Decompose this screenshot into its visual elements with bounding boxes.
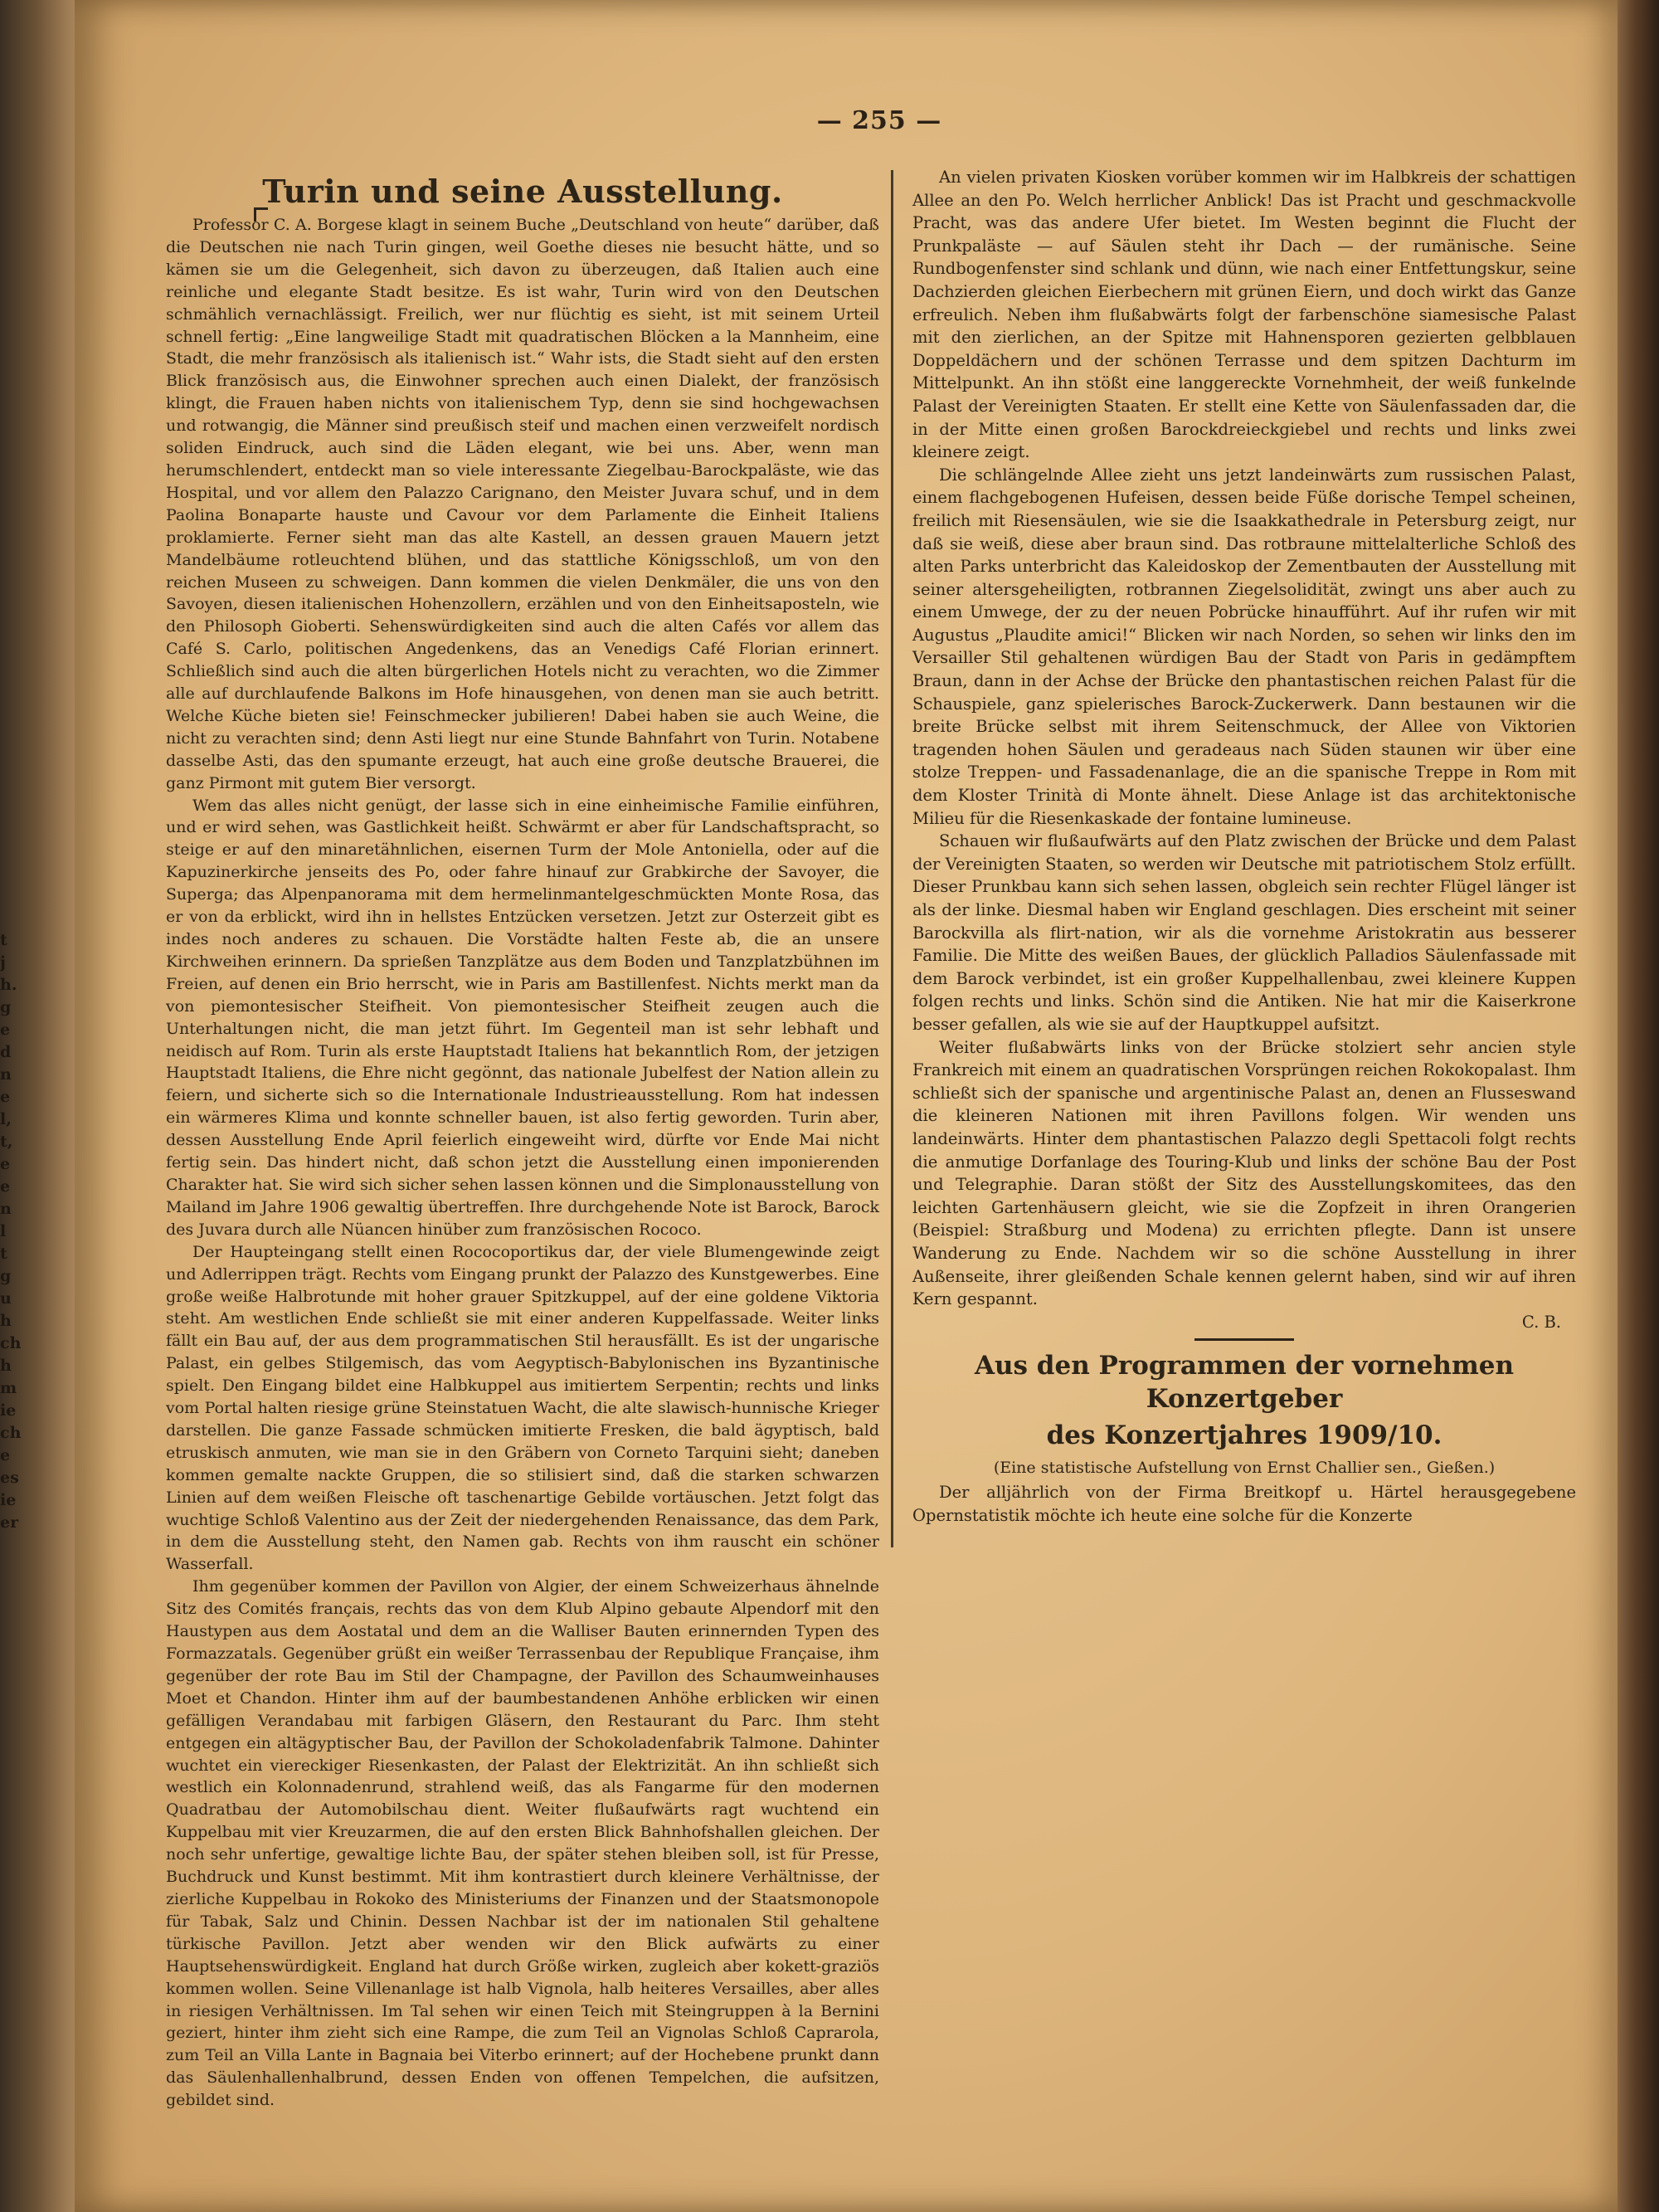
- next-article-title-line1: Aus den Programmen der vornehmen Konzertgeber: [974, 1351, 1515, 1415]
- margin-fragment: ch: [0, 1334, 22, 1352]
- article-paragraph: Professor C. A. Borgese klagt in seinem Buche „Deutschland von heute“ darüber, daß die Deutschen nie nach Turin gingen, weil Goethe dieses nie besucht hätte, und so kämen sie um die Gelegenheit, sich davon zu überzeugen, daß Italien auch eine reinliche und elegante Stadt besitze. Es ist wahr, Turin wird von den Deutschen schmählich vernachlässigt. Freilich, wer nur flüchtig es sieht, ist mit seinem Urteil schnell fertig: „Eine langweilige Stadt mit quadratischen Blöcken a la Mannheim, eine Stadt, die mehr französisch als italienisch ist.“ Wahr ists, die Stadt sieht auf den ersten Blick französisch aus, die Einwohner sprechen auch einen Dialekt, der französisch klingt, die Frauen haben nichts von italienischem Typ, denn sie sind hochgewachsen und rotwangig, die Männer sind preußisch steif und machen einen verzweifelt nordisch soliden Eindruck, auch sind die Läden elegant, wie bei uns. Aber, wenn man herumschlendert, entdeckt man so viele interessante Ziegelbau-Barockpaläste, wie das Hospital, und vor allem den Palazzo Carignano, den Meister Juvara schuf, und in dem Paolina Bonaparte hauste und Cavour vor dem Parlamente die Einheit Italiens proklamierte. Ferner sieht man das alte Kastell, an dessen grauen Mauern jetzt Mandelbäume rotleuchtend blühen, und das stattliche Königsschloß, um von den reichen Museen zu schweigen. Dann kommen die vielen Denkmäler, die uns von den Savoyen, diesen italienischen Hohenzollern, erzählen und von den Einheitsaposteln, wie den Philosoph Gioberti. Sehenswürdigkeiten sind auch die alten Cafés vor allem das Café S. Carlo, politischen Angedenkens, das an Venedigs Café Florian erinnert. Schließlich sind auch die alten bürgerlichen Hotels nicht zu verachten, wo die Zimmer alle auf durchlaufende Balkons im Hofe hinausgehen, von denen man sie auch betritt. Welche Küche bieten sie! Feinschmecker jubilieren! Dabei haben sie auch Weine, die nicht zu verachten sind; denn Asti liegt nur eine Stunde Bahnfahrt von Turin. Notabene dasselbe Asti, das den spumante erzeugt, hat auch eine große deutsche Brauerei, die ganz Pirmont mit gutem Bier versorgt.: [166, 216, 879, 792]
- page-number: — 255 —: [816, 106, 942, 135]
- article-paragraph: Wem das alles nicht genügt, der lasse sich in eine einheimische Familie einführen, und er wird sehen, was Gastlichkeit heißt. Schwärmt er aber für Landschaftspracht, so steige er auf den minaretähnlichen, eisernen Turm der Mole Antoniella, oder auf die Kapuzinerkirche jenseits des Po, oder fahre hinauf zur Grabkirche der Savoyer, die Superga; das Alpenpanorama mit dem hermelinmantelgeschmückten Monte Rosa, das er von da erblickt, wird ihn in hellstes Entzücken versetzen. Jetzt zur Osterzeit gibt es indes noch anderes zu schauen. Die Vorstädte halten Feste ab, die an unsere Kirchweihen erinnern. Da sprießen Tanzplätze aus dem Boden und Tanzplatzbühnen im Freien, auf denen ein Brio herrscht, wie in Paris am Bastillenfest. Nichts merkt man da von piemontesischer Steifheit. Von piemontesischer Steifheit zeugen auch die Unterhaltungen nicht, die man jetzt führt. Im Gegenteil man ist sehr lebhaft und neidisch auf Rom. Turin als erste Hauptstadt Italiens hat bekanntlich Rom, der jetzigen Hauptstadt Italiens, die Ehre nicht gegönnt, das nationale Jubelfest der Nation allein zu feiern, und sicherte sich so die Internationale Industrieausstellung. Rom hat indessen ein wärmeres Klima und konnte schneller bauen, ist also fertig geworden. Turin aber, dessen Ausstellung Ende April feierlich eingeweiht wird, dürfte vor Ende Mai nicht fertig sein. Das hindert nicht, daß schon jetzt die Ausstellung einen imponierenden Charakter hat. Sie wird sich sicher sehen lassen können und die Simplonausstellung von Mailand im Jahre 1906 gewaltig übertreffen. Ihre durchgehende Note ist Barock, Barock des Juvara durch alle Nüancen hinüber zum französischen Rococo.: [166, 796, 879, 1239]
- margin-fragment: j: [0, 953, 6, 972]
- margin-fragment: e: [0, 1155, 11, 1173]
- margin-fragment: l,: [0, 1110, 12, 1128]
- article-paragraph: Die schlängelnde Allee zieht uns jetzt landeinwärts zum russischen Palast, einem flachgebogenen Hufeisen, dessen beide Füße dorische Tempel scheinen, freilich mit Riesensäulen, wie sie die Isaakkathedrale in Petersburg zeigt, nur daß sie weiß, diese aber braun sind. Das rotbraune mittelalterliche Schloß des alten Parks unterbricht das Kaleidoskop der Zementbauten der Ausstellung mit seiner altersgeheiligten, rotbrannen Ziegelsolidität, zwingt uns aber auch zu einem Umwege, der zu der neuen Pobrücke hinaufführt. Auf ihr rufen wir mit Augustus „Plaudite amici!“ Blicken wir nach Norden, so sehen wir links den im Versailler Stil gehaltenen würdigen Bau der Stadt von Paris in gedämpftem Braun, dann in der Achse der Brücke den phantastischen reichen Palast für die Schauspiele, ganz spielerisches Barock-Zuckerwerk. Dann bestaunen wir die breite Brücke selbst mit ihrem Seitenschmuck, der Allee von Viktorien tragenden hohen Säulen und geradeaus nach Süden staunen wir über eine stolze Treppen- und Fassadenanlage, die an die spanische Treppe in Rom mit dem Kloster Trinità di Monte ähnelt. Diese Anlage ist das architektonische Milieu für die Riesenkaskade der fontaine lumineuse.: [912, 465, 1576, 828]
- margin-fragment: l: [0, 1222, 7, 1240]
- margin-fragment: m: [0, 1379, 17, 1397]
- margin-fragment: t: [0, 931, 7, 949]
- article-signature: C. B.: [1521, 1312, 1561, 1332]
- article-title: Turin und seine Ausstellung.: [262, 173, 783, 210]
- margin-fragment: ch: [0, 1424, 22, 1442]
- margin-fragment: g: [0, 998, 12, 1016]
- next-article-subtitle: (Eine statistische Aufstellung von Ernst Challier sen., Gießen.): [993, 1459, 1496, 1478]
- margin-fragment: h: [0, 1357, 12, 1375]
- left-column: [166, 166, 879, 2112]
- margin-fragment: n: [0, 1065, 12, 1084]
- margin-fragment: h: [0, 1312, 12, 1330]
- article-paragraph: Der Haupteingang stellt einen Rococoportikus dar, der viele Blumengewinde zeigt und Adlerrippen trägt. Rechts vom Eingang prunkt der Palazzo des Kunstgewerbes. Eine große weiße Halbrotunde mit hoher grauer Spitzkuppel, auf der eine goldene Viktoria steht. Am westlichen Ende schließt sie mit einer anderen Kuppelfassade. Weiter links fällt ein Bau auf, der aus dem programmatischen Stil herausfällt. Es ist der ungarische Palast, ein gelbes Stilgemisch, das vom Aegyptisch-Babylonischen ins Byzantinische spielt. Den Eingang bildet eine Halbkuppel aus imitiertem Serpentin; rechts und links vom Portal halten riesige grüne Steinstatuen Wacht, die alte slawisch-hunnische Krieger darstellen. Die ganze Fassade schmücken imitierte Fresken, die bald ägyptisch, bald etruskisch anmuten, wie man sie in den Gräbern von Corneto Tarquini sieht; daneben kommen gemalte nackte Gruppen, die so stilisiert sind, daß die starken schwarzen Linien auf dem weißen Fleische oft taschenartige Gebilde vortäuschen. Jetzt folgt das wuchtige Schloß Valentino aus der Zeit der niedergehenden Renaissance, das dem Park, in dem die Ausstellung steht, den Namen gab. Rechts von ihm rauscht ein schöner Wasserfall.: [166, 1242, 879, 1574]
- facing-page-fragments: [0, 929, 22, 1534]
- margin-fragment: g: [0, 1267, 12, 1285]
- margin-fragment: ie: [0, 1491, 17, 1509]
- margin-fragment: n: [0, 1200, 12, 1218]
- margin-fragment: h.: [0, 976, 17, 994]
- margin-fragment: t: [0, 1245, 7, 1263]
- margin-fragment: e: [0, 1088, 11, 1106]
- next-article-title-line2: des Konzertjahres 1909/10.: [1046, 1420, 1443, 1451]
- article-paragraph: Ihm gegenüber kommen der Pavillon von Algier, der einem Schweizerhaus ähnelnde Sitz des Comités français, rechts das von dem Klub Alpino gebaute Alpendorf mit den Haustypen aus dem Aostatal und dem an die Walliser Bauten erinnernden Typen des Formazzatals. Gegenüber grüßt ein weißer Terrassenbau der Republique Française, ihm gegenüber der rote Bau im Stil der Champagne, der Pavillon des Schaumweinhauses Moet et Chandon. Hinter ihm auf der baumbestandenen Anhöhe erblicken wir einen gefälligen Verandabau mit farbigen Gläsern, den Restaurant du Parc. Ihm steht entgegen ein altägyptischer Bau, der Pavillon der Schokoladenfabrik Talmone. Dahinter wuchtet ein viereckiger Riesenkasten, der Palast der Elektrizität. An ihn schließt sich westlich ein Kolonnadenrund, strahlend weiß, das als Fangarme für den modernen Quadratbau der Automobilschau dient. Weiter flußaufwärts ragt wuchtend ein Kuppelbau mit vier Kreuzarmen, die auf den ersten Blick Bahnhofshallen gleichen. Der noch sehr unfertige, gewaltige lichte Bau, der später stehen bleiben soll, ist für Presse, Buchdruck und Kunst bestimmt. Mit ihm kontrastiert durch kleinere Verhältnisse, der zierliche Kuppelbau in Rokoko des Ministeriums der Finanzen und der Staatsmonopole für Tabak, Salz und Chinin. Dessen Nachbar ist der im nationalen Stil gehaltene türkische Pavillon. Jetzt aber wenden wir den Blick aufwärts zu einer Hauptsehenswürdigkeit. England hat durch Größe wirken, zugleich aber kokett-graziös kommen wollen. Seine Villenanlage ist halb Vignola, halb heiteres Versailles, aber alles in riesigen Verhältnissen. Im Tal sehen wir einen Teich mit Steingruppen à la Bernini geziert, hinter ihm zieht sich eine Rampe, die zum Teil an Vignolas Schloß Caprarola, zum Teil an Villa Lante in Bagnaia bei Viterbo erinnert; auf der Hochebene prunkt dann das Säulenhallenhalbrund, dessen Enden von offenen Tempelchen, die aufsitzen, gebildet sind.: [166, 1577, 879, 2110]
- margin-fragment: u: [0, 1289, 12, 1308]
- margin-fragment: ie: [0, 1401, 17, 1420]
- margin-fragment: e: [0, 1021, 11, 1039]
- margin-fragment: es: [0, 1469, 19, 1487]
- margin-fragment: e: [0, 1177, 11, 1196]
- margin-fragment: d: [0, 1043, 12, 1061]
- next-article-paragraph: Der alljährlich von der Firma Breitkopf u. Härtel herausgegebene Opernstatistik möchte ich heute eine solche für die Konzerte: [912, 1483, 1576, 1525]
- article-paragraph: Schauen wir flußaufwärts auf den Platz zwischen der Brücke und dem Palast der Vereinigten Staaten, so werden wir Deutsche mit patriotischem Stolz erfüllt. Dieser Prunkbau kann sich sehen lassen, obgleich sein rechter Flügel länger ist als der linke. Diesmal haben wir England geschlagen. Dies erscheint mit seiner Barockvilla als flirt-nation, wir als die vornehme Aristokratin aus besserer Familie. Die Mitte des weißen Baues, der glücklich Palladios Säulenfassade mit dem Barock verbindet, ist ein großer Kuppelhallenbau, zwei kleinere Kuppen folgen rechts und links. Schön sind die Antiken. Nie hat mir die Kaiserkrone besser gefallen, als wie sie auf der Hauptkuppel aufsitzt.: [912, 831, 1576, 1034]
- column-rule: [891, 170, 893, 1547]
- margin-fragment: er: [0, 1513, 19, 1532]
- article-paragraph: An vielen privaten Kiosken vorüber kommen wir im Halbkreis der schattigen Allee an den Po. Welch herrlicher Anblick! Das ist Pracht und geschmackvolle Pracht, was das andere Ufer bietet. Im Westen beginnt die Flucht der Prunkpaläste — auf Säulen steht ihr Dach — der rumänische. Seine Rundbogenfenster sind schlank und dünn, wie nach einer Entfettungskur, seine Dachzierden gleichen Eierbechern mit grünen Eiern, und doch wirkt das Ganze erfreulich. Neben ihm flußabwärts folgt der farbenschöne siamesische Palast mit den zierlichen, an der Spitze mit Hahnensporen gezierten gelbblauen Doppeldächern und der schönen Terrasse und dem spitzen Dachturm im Mittelpunkt. An ihn stößt eine langgereckte Vornehmheit, der weiß funkelnde Palast der Vereinigten Staaten. Er stellt eine Kette von Säulenfassaden dar, die in der Mitte einen großen Barockdreieckgiebel und rechts und links zwei kleinere zeigt.: [912, 168, 1576, 462]
- article-paragraph: Weiter flußabwärts links von der Brücke stolziert sehr ancien style Frankreich mit einem an quadratischen Vorsprüngen reichen Rokokopalast. Ihm schließt sich der spanische und argentinische Palast an, denen an Flusseswand die kleineren Nationen mit ihren Pavillons folgen. Wir wenden uns landeinwärts. Hinter dem phantastischen Palazzo degli Spettacoli folgt rechts die anmutige Dorfanlage des Touring-Klub und links der schöne Bau der Post und Telegraphie. Daran stößt der Sitz des Ausstellungskomitees, das den leichten Gartenhäusern gleicht, wie sie die Zopfzeit in ihren Orangerien (Beispiel: Straßburg und Modena) zu errichten pflegte. Dann ist unsere Wanderung zu Ende. Nachdem wir so die schöne Ausstellung in ihrer Außenseite, ihrer gleißenden Schale kennen gelernt haben, sind wir auf ihren Kern gespannt.: [912, 1037, 1576, 1309]
- margin-fragment: e: [0, 1446, 11, 1464]
- section-divider: [1194, 1338, 1294, 1341]
- right-column: [912, 166, 1576, 1527]
- newspaper-page: [75, 0, 1618, 2212]
- margin-fragment: t,: [0, 1133, 13, 1151]
